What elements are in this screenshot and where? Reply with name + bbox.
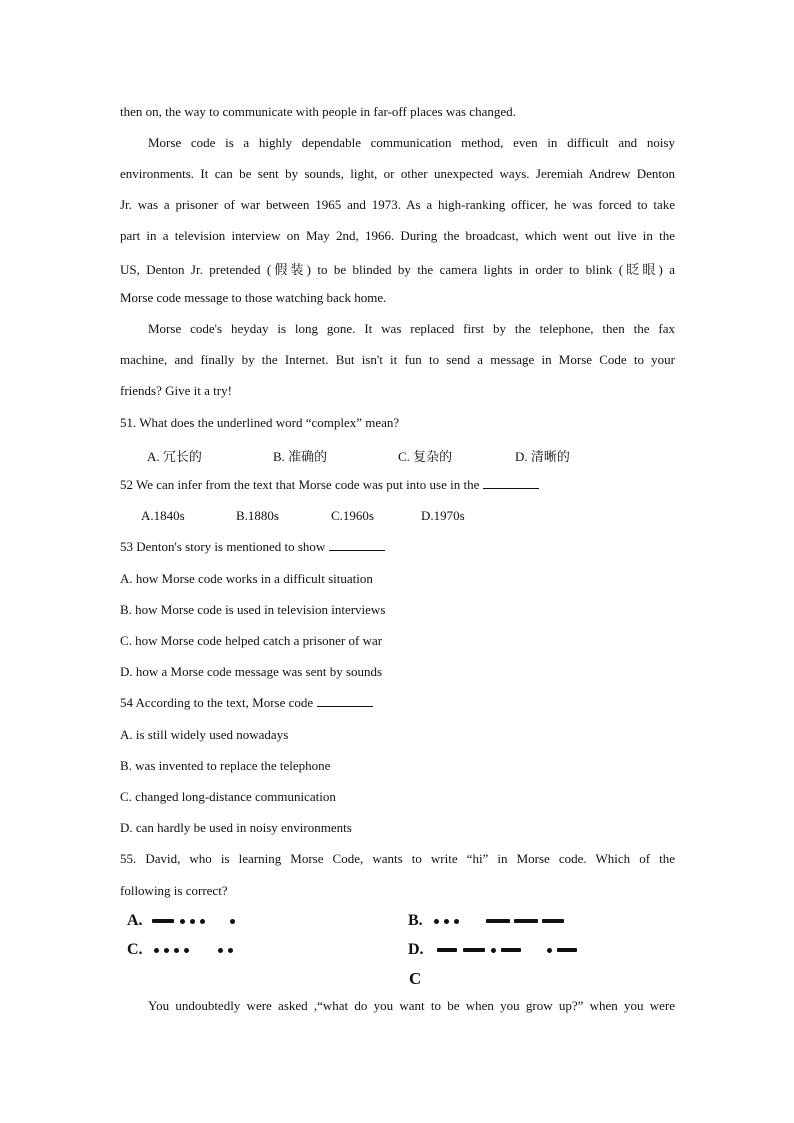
q52-option-b[interactable]: B.1880s	[236, 508, 279, 523]
answer-blank	[317, 695, 373, 707]
answer-blank	[329, 539, 385, 551]
question-51-stem: 51. What does the underlined word “complex” mean?	[120, 415, 400, 430]
passage-line: You undoubtedly were asked ,“what do you want to be when you grow up?” when you were	[148, 998, 675, 1013]
question-54-text: 54 According to the text, Morse code	[120, 695, 314, 710]
q52-option-d[interactable]: D.1970s	[421, 508, 465, 523]
passage-line: Morse code is a highly dependable communication method, even in difficult and noisy	[148, 135, 675, 150]
passage-line: part in a television interview on May 2nd, 1966. During the broadcast, which went out live in the	[120, 228, 675, 243]
q51-option-a[interactable]: A. 冗长的	[147, 449, 202, 464]
q55-option-a-label[interactable]: A.	[127, 912, 143, 929]
q53-option-c[interactable]: C. how Morse code helped catch a prisoner of war	[120, 633, 383, 648]
passage-line: Morse code's heyday is long gone. It was replaced first by the telephone, then the fax	[148, 321, 675, 336]
passage-line: machine, and finally by the Internet. But isn't it fun to send a message in Morse Code to your	[120, 352, 675, 367]
passage-line: friends? Give it a try!	[120, 383, 232, 398]
question-55-stem-cont: following is correct?	[120, 883, 228, 898]
q55-option-c-label[interactable]: C.	[127, 941, 143, 958]
morse-code-option-c[interactable]	[154, 943, 244, 959]
q53-option-b[interactable]: B. how Morse code is used in television interviews	[120, 602, 386, 617]
q54-option-d[interactable]: D. can hardly be used in noisy environments	[120, 820, 352, 835]
passage-line: then on, the way to communicate with people in far-off places was changed.	[120, 104, 516, 119]
q51-option-d[interactable]: D. 清晰的	[515, 449, 570, 464]
question-52-text: 52 We can infer from the text that Morse code was put into use in the	[120, 477, 480, 492]
q52-option-a[interactable]: A.1840s	[141, 508, 185, 523]
q52-option-c[interactable]: C.1960s	[331, 508, 374, 523]
morse-code-option-b[interactable]	[434, 914, 574, 930]
passage-line: Morse code message to those watching back home.	[120, 290, 387, 305]
passage-line: US, Denton Jr. pretended (假装) to be blinded by the camera lights in order to blink (眨眼) a	[120, 262, 675, 277]
question-54-stem	[120, 695, 373, 711]
question-53-text: 53 Denton's story is mentioned to show	[120, 539, 326, 554]
morse-code-option-d[interactable]	[437, 943, 587, 959]
q51-option-c[interactable]: C. 复杂的	[398, 449, 453, 464]
question-55-stem: 55. David, who is learning Morse Code, wants to write “hi” in Morse code. Which of the	[120, 851, 675, 866]
handwritten-answer: C	[409, 969, 422, 988]
passage-line: environments. It can be sent by sounds, light, or other unexpected ways. Jeremiah Andrew Denton	[120, 166, 675, 181]
q54-option-c[interactable]: C. changed long-distance communication	[120, 789, 336, 804]
morse-code-option-a[interactable]	[152, 914, 252, 930]
q55-option-b-label[interactable]: B.	[408, 912, 423, 929]
q55-option-d-label[interactable]: D.	[408, 941, 424, 958]
q51-option-b[interactable]: B. 准确的	[273, 449, 328, 464]
q53-option-d[interactable]: D. how a Morse code message was sent by sounds	[120, 664, 383, 679]
q54-option-b[interactable]: B. was invented to replace the telephone	[120, 758, 331, 773]
question-52-stem	[120, 477, 539, 493]
q54-option-a[interactable]: A. is still widely used nowadays	[120, 727, 289, 742]
passage-line: Jr. was a prisoner of war between 1965 and 1973. As a high-ranking officer, he was forced to take	[120, 197, 675, 212]
answer-blank	[483, 477, 539, 489]
q53-option-a[interactable]: A. how Morse code works in a difficult situation	[120, 571, 373, 586]
question-53-stem	[120, 539, 385, 555]
